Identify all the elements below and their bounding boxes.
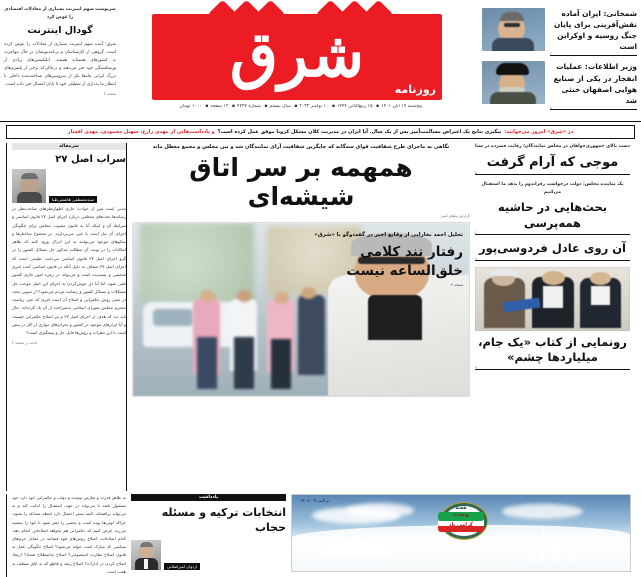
masthead-teaser-jump: صفحه ۴ (103, 92, 116, 97)
ticker-prefix: در «شرق» امروز می‌خوانید: (504, 129, 574, 135)
dateline-hijri: ۱۵ ربیع‌الثانی ۱۴۴۴ (336, 104, 373, 109)
note-author-name: اردوان امیراصلانی (164, 563, 200, 570)
divider (550, 52, 637, 57)
divider (475, 231, 630, 236)
ticker[interactable] (6, 125, 635, 139)
editorial-author-block (12, 169, 126, 203)
dateline-year: سال بیستم (269, 104, 291, 109)
advertisement-column (291, 494, 635, 577)
advert-code: م الف ۱۴۰۸۰۰۹ (300, 499, 330, 504)
masthead-left-teasers (474, 0, 641, 122)
shargh-logo-subtitle: روزنامه (394, 83, 436, 96)
left-brief-item[interactable] (475, 241, 630, 262)
editorial-body: مدتی است پس از حوادث جاری اظهارنظرهای صاحب‌نظر در رسانه‌ها بحث‌های مختلفی درباره اجرای اصل ۲۷ قانون اساسی و شرایط آن و اینکه آیا به قانون مصوب مجلس برای چگونگی اجرای آن نیاز است یا خیر، می‌پردازند. در مجموع ساختارها و سکوهای موجود می‌توانند به این ادراک ورود کنند که ظاهر امکانات را در نوبت آن مطالب مذکور حل مسائل کشور را در گرو اجرای اصل ۲۷ قانون اساسی می‌دانند. طبیعی است که اجرای اصل ۲۷ مضاف به دلیل آنکه در قانون اساسی آمده امری شخصی و پسندیده است و می‌تواند در زمره امور جاری کشور تلقی شود، اما آیا دل خوش‌کردن به اجرای این اصل موجب حل مشکلات و مسائل کشور و رضایت مردم می‌شود؟ از سویی بحث در تغییر روش حکمرانی و اصلاح آن است امری که حتی ریاست محترم مجلس شورای اسلامی به‌صراحت از آن یاد کرده‌اند. حال باید دید که هدف از اجرای اصل ۲۷ و نیز اصلاح حکمرانی چیست و آیا ابزارهای موجود در کشور و بحران‌های موازی از کار در پیش است با این نظرات و روش‌ها قابل حل و پیشگیری است؟ (12, 207, 127, 337)
photo-story-kicker: تحلیل احمد بخارایی از وقایع اخیر در گفت‌وگو با «شرق» (314, 231, 463, 238)
left-brief-item[interactable] (475, 267, 630, 371)
shargh-logo-box[interactable] (152, 14, 442, 100)
masthead-teaser-kicker: سرنوشت سهم اینترنت بسیاری از معادلات اقتصادی را عوض کرد (4, 7, 116, 20)
left-brief-kicker: دست بالای جمهوری‌خواهان در مجلس نمایندگان؛ رقابت فشرده در سنا (475, 144, 630, 149)
ticker-text: پیگیری نتایج یک اعتراض مسالمت‌آمیز پس از یک سال. آیا ایران در مدیریت کلان مشکل کرونا موفق عمل کرده است؟ (217, 129, 502, 135)
page-number: ۵ (475, 171, 477, 176)
left-brief-item[interactable] (475, 143, 630, 176)
advert-emblem (438, 503, 484, 545)
lead-story-column (126, 143, 475, 491)
note-body-text: به ظاهر قدرت و تعارض پیچیده و دولت و حکمرانی خود دارد خود مشغول باشد تا می‌تواند در جهت استقبال را اجابت کند و به می‌نواند برافشاند. البته بستر احتمال دارد لحظه مساعد را نشود، چراکه لوئی‌ها بوده است و بخشی را نشر شود با خود را بنشیند می‌رند. فرض کنیم که حکمرانی هم بخواهد اصلاحاتی انجام دهد. کدام اصلاحات. اصلاح روش‌های قوه فضائیه در مقابل جرم‌های سیاسی که مبارک است جوانه می‌شود؟ اصلاح چگونگی عمل به قانون اصلاح نظارت استصوابی؟ اصلاح به‌اصطلاح فساد؟ ارشاد اصلاح کردن در ادارات؟ اصلاح رشد و قاطع که به اتاق معطف به همت است. (12, 495, 126, 574)
editorial-title[interactable]: سراب اصل ۲۷ (55, 154, 126, 165)
masthead-right-teaser (0, 0, 122, 122)
lead-byline: گزارش نیلوفر امین (440, 213, 470, 218)
note-headline[interactable]: انتخابات ترکیه و مسئله حجاب (161, 506, 286, 534)
dateline-pages: ۱۲ صفحه (210, 104, 229, 109)
masthead-teaser-body: شرق: آینده سهم اینترنت بسیاری از معادلات را عوض کرده است. گروهی از کارشناسان و برنامه‌نویسان در حال مهاجرت به کشورهای همسایه هستند. اپلیکیشن‌های زیادی از ورشکستگی خود خبر می‌دهند و درحالی‌که برخی از پلتفرم‌های بزرگ ایرانی ماه‌ها بکر از سرویس‌های شناخته‌شده داخلی با انتظار بنا به‌داری از تعطیلی خود تا پایان امسال خبر داده است. (4, 42, 116, 88)
bottom-advertisement[interactable] (291, 494, 631, 572)
left-brief-item[interactable] (475, 181, 630, 236)
main-content-grid (0, 139, 641, 491)
editorial-author-photo (12, 169, 46, 203)
advert-emblem-line3: گرامی باد (449, 522, 473, 528)
bottom-section (0, 491, 641, 577)
masthead-logo-area (122, 0, 474, 122)
book-launch-photo (475, 267, 630, 331)
masthead-teaser-headline[interactable]: شمخانی: ایران آماده نقش‌آفرینی برای پایان جنگ روسیه و اوکراین است (553, 9, 637, 52)
dateline-price: ۱۰۰۰ تومان (179, 104, 202, 109)
left-brief-headline[interactable]: موجی که آرام گرفت (486, 154, 619, 170)
masthead-bottom-rule (0, 121, 641, 122)
note-label: یادداشت (131, 494, 286, 501)
ticker-highlight: و یادداشت‌هایی از مهدی زارع، سهیل محمودی، مهدی افشار (67, 129, 215, 135)
dateline: پنج‌شنبه ۱۹ آبان ۱۴۰۱▪ ۱۵ ربیع‌الثانی ۱۴۴۴▪ ۱۰ نوامبر ۲۰۲۲▪ سال بیستم▪ شماره ۴۴۲۷▪ ۱۲ صفحه▪ ۱۰۰۰ تومان (179, 104, 423, 109)
divider (550, 105, 637, 111)
page-number: ۹ (475, 365, 477, 370)
portrait-intelligence-minister-photo (482, 61, 545, 104)
masthead-teaser-item[interactable] (482, 61, 637, 110)
photo-story-jump: صفحه ۳ (450, 282, 463, 287)
lead-kicker: نگاهی به ماجرای طرح شفافیت قوای سه‌گانه که جایگزین شفافیت آرای نمایندگان شد و بین مجلس و مجمع معطل ماند (152, 144, 450, 150)
note-author-block (131, 540, 286, 570)
left-briefs-column (475, 143, 635, 491)
left-brief-headline[interactable]: بحث‌هایی در حاشیه همه‌پرسی (497, 200, 608, 230)
photo-story-headline-line2[interactable]: خلق‌الساعه نیست (346, 262, 463, 279)
lead-headline[interactable]: همهمه بر سر اتاق شیشه‌ای (189, 153, 413, 211)
masthead (0, 0, 641, 122)
page-number: ۲ (475, 231, 477, 236)
photo-story-headline-line1[interactable]: رفتار تند کلامی (360, 244, 463, 261)
divider (475, 365, 630, 371)
editorial-column (6, 143, 126, 491)
dateline-gregorian: ۱۰ نوامبر ۲۰۲۲ (299, 104, 329, 109)
advert-emblem-line2: وحدت (453, 512, 469, 518)
editorial-continuation-column (6, 494, 126, 577)
dateline-weekday: پنج‌شنبه ۱۹ آبان ۱۴۰۱ (381, 104, 423, 109)
masthead-teaser-headline[interactable]: وزیر اطلاعات: عملیات انفجار در یکی از صنایع هوایی اصفهان خنثی شد (553, 62, 637, 105)
note-author-photo (131, 540, 161, 570)
editorial-label: سرمقاله (12, 143, 126, 150)
masthead-teaser-item[interactable] (482, 8, 637, 57)
page-number: ۹ (475, 256, 477, 261)
photo-story-overlay (278, 231, 463, 287)
street-photo-story[interactable] (132, 222, 470, 397)
advert-emblem-line1: هفته (455, 506, 467, 511)
note-column (126, 494, 291, 577)
shargh-logo-wordmark: شرق (229, 17, 365, 91)
page-number: ۲ (550, 52, 552, 57)
left-brief-headline[interactable]: آن روی عادل فردوسی‌پور (479, 241, 626, 256)
today-in-shargh-bar (0, 122, 641, 139)
editorial-author-name: سیدمصطفی هاشمی‌طبا (49, 196, 97, 203)
dateline-issue: شماره ۴۴۲۷ (237, 104, 261, 109)
divider (475, 171, 630, 176)
page-number: ۵ (550, 105, 552, 110)
portrait-shamkhani-photo (482, 8, 545, 51)
editorial-jump: ادامه در صفحه ۴ (12, 340, 38, 345)
left-brief-kicker: یک نماینده مجلس: دولت درخواست رفراندوم را بدهد ما استقبال می‌کنیم (481, 182, 624, 196)
masthead-teaser-title[interactable]: گودال اینترنت (27, 25, 93, 37)
divider (475, 256, 630, 262)
left-brief-headline[interactable]: رونمایی از کتاب «یک جام، میلیاردها چشم» (478, 334, 627, 365)
